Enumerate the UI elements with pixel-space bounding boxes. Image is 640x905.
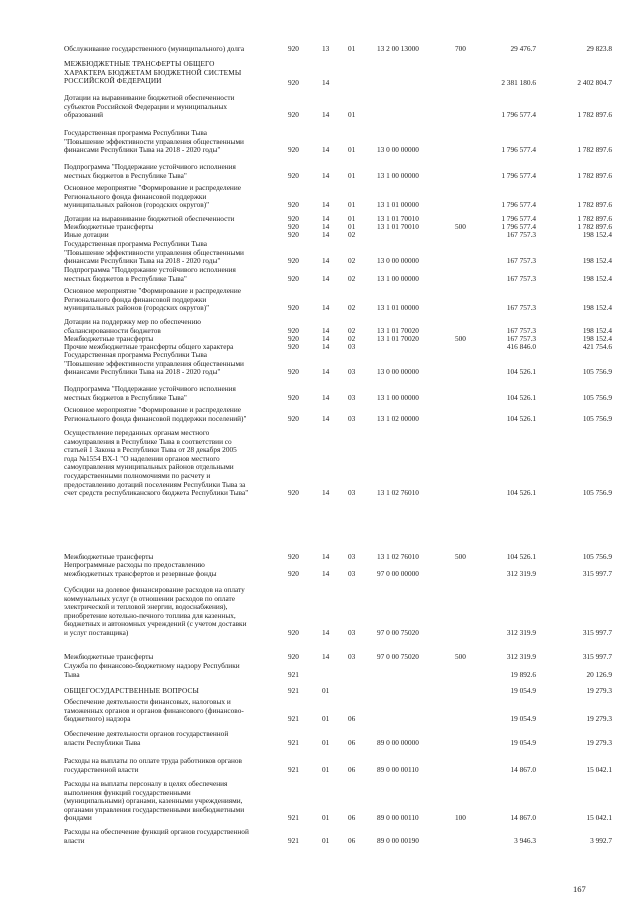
target-article-code: 13 1 01 70020 [377,325,419,335]
subsection-code: 02 [348,325,356,335]
section-code: 01 [322,835,330,845]
amount-year-2: 20 126.9 [586,669,612,679]
amount-year-1: 167 757.3 [506,273,536,283]
target-article-code: 13 1 01 00000 [377,200,419,210]
amount-year-1: 14 867.0 [510,813,536,823]
subsection-code: 01 [348,44,356,53]
section-code: 01 [322,686,330,695]
row-name-line: счет средств республиканского бюджета Республики Тыва" [64,488,249,498]
row-name-line: Расходы на обеспечение функций органов государственной [64,827,249,836]
section-code: 01 [322,714,330,724]
section-code: 14 [322,77,330,87]
admin-code: 921 [288,813,299,823]
admin-code: 920 [288,488,299,498]
subsection-code: 03 [348,413,356,423]
amount-year-1: 167 757.3 [506,325,536,335]
admin-code: 920 [288,230,299,239]
row-name-line: органами управления государственными внебюджетными [64,804,245,814]
row-name-line: "Повышение эффективности управления общественными [64,247,244,257]
row-name-line: ХАРАКТЕРА БЮДЖЕТАМ БЮДЖЕТНОЙ СИСТЕМЫ [64,67,242,77]
subsection-code: 01 [348,200,356,210]
row-name-line: власти [64,835,85,845]
admin-code: 920 [288,568,299,578]
admin-code: 920 [288,334,299,343]
amount-year-1: 104 526.1 [506,413,536,423]
amount-year-1: 14 867.0 [510,764,536,774]
row-name-line: таможенных органов и органов финансового (финансово- [64,705,244,715]
row-name-line: электрической и тепловой энергии, водоснабжения), [64,602,228,612]
row-name-line: выполнения функций государственными [64,787,191,797]
section-code: 14 [322,170,330,180]
subsection-code: 02 [348,256,356,266]
admin-code: 921 [288,714,299,724]
subsection-code: 01 [348,145,356,155]
amount-year-2: 15 042.1 [586,813,612,823]
row-name-line: Обеспечение деятельности финансовых, налоговых и [64,697,231,706]
admin-code: 920 [288,145,299,155]
row-name-line: (муниципальными) органами, казенными учреждениями, [64,796,243,806]
row-name-line: Подпрограмма "Поддержание устойчивого исполнения [64,384,236,393]
row-name-line: Подпрограмма "Поддержание устойчивого исполнения [64,162,236,171]
target-article-code: 13 1 02 76010 [377,488,419,498]
row-name [64,287,280,313]
amount-year-1: 104 526.1 [506,552,536,561]
target-article-code: 97 0 00 75020 [377,652,419,661]
amount-year-2: 315 997.7 [582,628,612,637]
row-name-line: Межбюджетные трансферты [64,552,154,561]
admin-code: 921 [288,737,299,747]
target-article-code: 13 1 01 70010 [377,222,419,231]
row-name [64,828,280,845]
amount-year-2: 421 754.6 [582,342,612,351]
target-article-code: 13 1 00 00000 [377,392,419,402]
amount-year-2: 15 042.1 [586,764,612,774]
admin-code: 920 [288,170,299,180]
row-name-line: Регионального фонда финансовой поддержки [64,191,207,201]
subsection-code: 03 [348,652,356,661]
amount-year-1: 19 054.9 [510,686,536,695]
row-name-line: муниципальных районов (городских округов)" [64,303,210,313]
row-name-line: Основное мероприятие "Формирование и распределение [64,286,241,295]
expense-type-code: 500 [455,334,466,343]
target-article-code: 97 0 00 75020 [377,628,419,637]
row-name-line: сбалансированности бюджетов [64,325,161,335]
amount-year-1: 1 796 577.4 [501,170,536,180]
admin-code: 920 [288,303,299,313]
row-name-line: Служба по финансово-бюджетному надзору Республики [64,661,240,670]
amount-year-2: 29 823.8 [586,44,612,53]
subsection-code: 03 [348,552,356,561]
admin-code: 920 [288,367,299,377]
admin-code: 920 [288,110,299,120]
row-name [64,163,280,180]
row-name-line: "Повышение эффективности управления общественными [64,358,244,368]
target-article-code: 13 1 01 00000 [377,303,419,313]
expense-type-code: 500 [455,652,466,661]
admin-code: 920 [288,77,299,87]
amount-year-1: 1 796 577.4 [501,145,536,155]
subsection-code: 01 [348,110,356,120]
row-name-line: Дотации на выравнивание бюджетной обеспеченности [64,93,235,102]
section-code: 14 [322,413,330,423]
admin-code: 920 [288,325,299,335]
amount-year-2: 105 756.9 [582,392,612,402]
section-code: 14 [322,222,330,231]
admin-code: 920 [288,628,299,637]
amount-year-1: 19 054.9 [510,737,536,747]
amount-year-2: 19 279.3 [586,714,612,724]
row-name-line: Государственная программа Республики Тыва [64,350,207,359]
admin-code: 921 [288,669,299,679]
amount-year-2: 1 782 897.6 [577,222,612,231]
row-name-line: Государственная программа Республики Тыва [64,128,207,137]
section-code: 14 [322,110,330,120]
row-name [64,45,280,54]
row-name [64,757,280,774]
expense-type-code: 500 [455,552,466,561]
section-code: 14 [322,342,330,351]
row-name-line: местных бюджетов в Республике Тыва" [64,273,187,283]
section-code: 13 [322,44,330,53]
amount-year-2: 198 152.4 [582,325,612,335]
amount-year-1: 104 526.1 [506,488,536,498]
row-name [64,60,280,86]
row-name-line: Межбюджетные трансферты [64,334,154,343]
target-article-code: 13 0 00 00000 [377,367,419,377]
row-name-line: межбюджетных трансфертов и резервные фонды [64,568,217,578]
row-name-line: субъектов Российской Федерации и муниципальных [64,101,228,111]
row-name-line: самоуправления в Республике Тыва в соответствии со [64,436,232,446]
section-code: 14 [322,256,330,266]
row-name-line: предоставлению дотаций поселениям Республики Тыва за [64,479,246,489]
row-name [64,561,280,578]
row-name-line: статьей 1 Закона в Республики Тыва от 28 декабря 2005 [64,445,237,455]
subsection-code: 03 [348,628,356,637]
amount-year-1: 1 796 577.4 [501,110,536,120]
row-name-line: Иные дотации [64,230,109,239]
subsection-code: 06 [348,835,356,845]
amount-year-2: 315 997.7 [582,652,612,661]
row-name [64,266,280,283]
amount-year-1: 1 796 577.4 [501,222,536,231]
section-code: 14 [322,230,330,239]
admin-code: 920 [288,342,299,351]
amount-year-2: 105 756.9 [582,367,612,377]
section-code: 14 [322,214,330,223]
row-name-line: и услуг поставщика) [64,627,129,637]
admin-code: 920 [288,652,299,661]
amount-year-2: 1 782 897.6 [577,110,612,120]
section-code: 14 [322,552,330,561]
amount-year-2: 1 782 897.6 [577,214,612,223]
subsection-code: 02 [348,303,356,313]
target-article-code: 13 1 02 76010 [377,552,419,561]
section-code: 14 [322,488,330,498]
target-article-code: 89 0 00 00110 [377,813,419,823]
amount-year-1: 2 381 180.6 [501,77,536,87]
subsection-code: 01 [348,222,356,231]
amount-year-1: 19 054.9 [510,714,536,724]
row-name-line: местных бюджетов в Республике Тыва" [64,170,187,180]
amount-year-1: 167 757.3 [506,334,536,343]
admin-code: 920 [288,214,299,223]
admin-code: 921 [288,686,299,695]
target-article-code: 89 0 00 00190 [377,835,419,845]
amount-year-1: 104 526.1 [506,367,536,377]
amount-year-2: 198 152.4 [582,334,612,343]
row-name-line: Расходы на выплаты по оплате труда работников органов [64,756,242,765]
amount-year-1: 312 319.9 [506,628,536,637]
section-code: 14 [322,652,330,661]
amount-year-1: 104 526.1 [506,392,536,402]
target-article-code: 13 1 01 70020 [377,334,419,343]
row-name-line: бюджетного) надзора [64,714,131,724]
row-name [64,406,280,423]
amount-year-2: 198 152.4 [582,303,612,313]
subsection-code: 03 [348,568,356,578]
amount-year-2: 3 992.7 [590,835,612,845]
subsection-code: 03 [348,342,356,351]
section-code: 01 [322,764,330,774]
subsection-code: 03 [348,367,356,377]
section-code: 14 [322,334,330,343]
amount-year-1: 312 319.9 [506,568,536,578]
amount-year-2: 315 997.7 [582,568,612,578]
section-code: 14 [322,568,330,578]
row-name-line: Дотации на поддержку мер по обеспечению [64,317,201,326]
row-name-line: государственной власти [64,764,139,774]
row-name-line: года №1554 ВХ-1 "О наделении органов местного [64,453,220,463]
page-number: 167 [573,884,586,894]
row-name [64,586,280,638]
subsection-code: 02 [348,273,356,283]
amount-year-2: 105 756.9 [582,552,612,561]
section-code: 14 [322,367,330,377]
row-name-line: Основное мероприятие "Формирование и распределение [64,183,241,192]
row-name-line: Непрограммные расходы по предоставлению [64,560,205,569]
row-name-line: Межбюджетные трансферты [64,652,154,661]
amount-year-2: 198 152.4 [582,273,612,283]
amount-year-2: 105 756.9 [582,488,612,498]
amount-year-2: 1 782 897.6 [577,170,612,180]
amount-year-2: 1 782 897.6 [577,145,612,155]
section-code: 01 [322,813,330,823]
admin-code: 920 [288,413,299,423]
amount-year-1: 167 757.3 [506,230,536,239]
row-name-line: РОССИЙСКОЙ ФЕДЕРАЦИИ [64,76,162,86]
amount-year-2: 198 152.4 [582,256,612,266]
section-code: 14 [322,325,330,335]
row-name [64,318,280,335]
section-code: 14 [322,273,330,283]
subsection-code: 06 [348,737,356,747]
row-name-line: Подпрограмма "Поддержание устойчивого исполнения [64,265,236,274]
target-article-code: 13 0 00 00000 [377,256,419,266]
row-name-line: государственными полномочиями по расчету и [64,470,211,480]
row-name-line: Дотации на выравнивание бюджетной обеспеченности [64,214,235,223]
target-article-code: 89 0 00 00110 [377,764,419,774]
row-name [64,385,280,402]
row-name [64,780,280,823]
amount-year-2: 19 279.3 [586,686,612,695]
amount-year-1: 29 476.7 [510,44,536,53]
row-name [64,662,280,679]
amount-year-1: 1 796 577.4 [501,200,536,210]
row-name [64,129,280,155]
expense-type-code: 700 [455,44,466,53]
row-name [64,351,280,377]
subsection-code: 03 [348,488,356,498]
row-name [64,687,280,696]
target-article-code: 13 1 00 00000 [377,273,419,283]
row-name-line: финансами Республики Тыва на 2018 - 2020 годы" [64,256,221,266]
admin-code: 920 [288,44,299,53]
amount-year-1: 167 757.3 [506,303,536,313]
target-article-code: 13 2 00 13000 [377,44,419,53]
target-article-code: 89 0 00 00000 [377,737,419,747]
section-code: 14 [322,145,330,155]
row-name-line: МЕЖБЮДЖЕТНЫЕ ТРАНСФЕРТЫ ОБЩЕГО [64,59,215,68]
row-name-line: Осуществление переданных органам местного [64,428,210,437]
amount-year-2: 1 782 897.6 [577,200,612,210]
target-article-code: 13 1 00 00000 [377,170,419,180]
row-name-line: Межбюджетные трансферты [64,222,154,231]
subsection-code: 02 [348,334,356,343]
section-code: 14 [322,628,330,637]
row-name [64,730,280,747]
row-name-line: муниципальных районов (городских округов)" [64,200,210,210]
row-name [64,698,280,724]
row-name-line: ОБЩЕГОСУДАРСТВЕННЫЕ ВОПРОСЫ [64,686,199,695]
row-name-line: Регионального фонда финансовой поддержки поселений)" [64,413,247,423]
row-name-line: Государственная программа Республики Тыва [64,239,207,248]
row-name-line: Прочие межбюджетные трансферты общего характера [64,342,234,351]
row-name-line: Расходы на выплаты персоналу в целях обеспечения [64,779,228,788]
row-name-line: Субсидии на долевое финансирование расходов на оплату [64,585,245,594]
row-name-line: Обслуживание государственного (муниципального) долга [64,44,245,53]
row-name-line: фондами [64,813,92,823]
row-name-line: Регионального фонда финансовой поддержки [64,294,207,304]
amount-year-1: 19 892.6 [510,669,536,679]
row-name-line: власти Республики Тыва [64,737,141,747]
subsection-code: 03 [348,392,356,402]
row-name-line: Основное мероприятие "Формирование и распределение [64,405,241,414]
admin-code: 920 [288,222,299,231]
row-name [64,429,280,498]
admin-code: 921 [288,835,299,845]
amount-year-2: 105 756.9 [582,413,612,423]
row-name [64,184,280,210]
section-code: 14 [322,200,330,210]
subsection-code: 01 [348,214,356,223]
amount-year-2: 2 402 804.7 [577,77,612,87]
target-article-code: 13 1 02 00000 [377,413,419,423]
expense-type-code: 500 [455,222,466,231]
row-name [64,240,280,266]
row-name-line: бюджетных и автономных учреждений (с учетом доставки [64,619,247,629]
subsection-code: 06 [348,764,356,774]
section-code: 01 [322,737,330,747]
target-article-code: 13 0 00 00000 [377,145,419,155]
row-name-line: финансами Республики Тыва на 2018 - 2020 годы" [64,367,221,377]
subsection-code: 06 [348,714,356,724]
admin-code: 920 [288,200,299,210]
admin-code: 920 [288,273,299,283]
row-name-line: "Повышение эффективности управления общественными [64,136,244,146]
target-article-code: 97 0 00 00000 [377,568,419,578]
admin-code: 920 [288,256,299,266]
amount-year-1: 416 846.0 [506,342,536,351]
amount-year-1: 1 796 577.4 [501,214,536,223]
row-name-line: приобретение котельно-печного топлива для казенных, [64,610,236,620]
row-name-line: местных бюджетов в Республике Тыва" [64,392,187,402]
admin-code: 920 [288,392,299,402]
row-name-line: Тыва [64,669,80,679]
row-name-line: финансами Республики Тыва на 2018 - 2020 годы" [64,145,221,155]
amount-year-2: 19 279.3 [586,737,612,747]
section-code: 14 [322,392,330,402]
row-name-line: Обеспечение деятельности органов государственной [64,729,229,738]
subsection-code: 06 [348,813,356,823]
subsection-code: 02 [348,230,356,239]
amount-year-2: 198 152.4 [582,230,612,239]
subsection-code: 01 [348,170,356,180]
admin-code: 920 [288,552,299,561]
amount-year-1: 3 946.3 [514,835,536,845]
row-name-line: образований [64,110,104,120]
expense-type-code: 100 [455,813,466,823]
section-code: 14 [322,303,330,313]
target-article-code: 13 1 01 70010 [377,214,419,223]
row-name [64,94,280,120]
amount-year-1: 312 319.9 [506,652,536,661]
row-name-line: самоуправления муниципальных районов отдельными [64,462,234,472]
amount-year-1: 167 757.3 [506,256,536,266]
admin-code: 921 [288,764,299,774]
row-name-line: коммунальных услуг (в отношении расходов по оплате [64,593,235,603]
